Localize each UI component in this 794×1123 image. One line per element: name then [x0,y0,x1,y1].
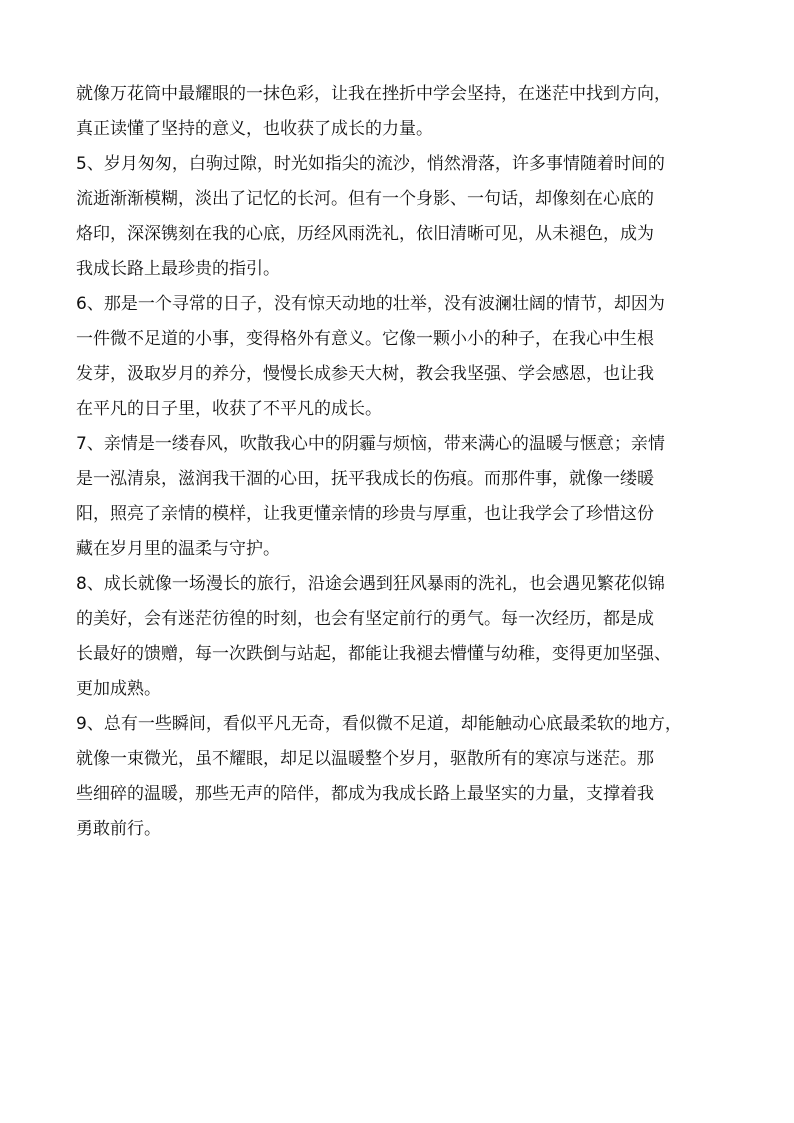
paragraph-5 [76,150,726,283]
text-line: 更加成熟。 [76,679,161,699]
text-line: 藏在岁月里的温柔与守护。 [76,539,280,559]
paragraph-intro [76,80,726,143]
text-line: 些细碎的温暖，那些无声的陪伴，都成为我成长路上最坚实的力量，支撑着我 [76,784,654,804]
text-line: 长最好的馈赠，每一次跌倒与站起，都能让我褪去懵懂与幼稚，变得更加坚强、 [76,644,671,664]
paragraph-7 [76,430,726,563]
document-body [76,80,726,850]
text-line: 5、岁月匆匆，白驹过隙，时光如指尖的流沙，悄然滑落，许多事情随着时间的 [76,154,665,174]
paragraph-8 [76,570,726,703]
text-line: 就像一束微光，虽不耀眼，却足以温暖整个岁月，驱散所有的寒凉与迷茫。那 [76,749,654,769]
text-line: 是一泓清泉，滋润我干涸的心田，抚平我成长的伤痕。而那件事，就像一缕暖 [76,469,654,489]
text-line: 8、成长就像一场漫长的旅行，沿途会遇到狂风暴雨的洗礼，也会遇见繁花似锦 [76,574,665,594]
text-line: 7、亲情是一缕春风，吹散我心中的阴霾与烦恼，带来满心的温暖与惬意；亲情 [76,434,665,454]
text-line: 9、总有一些瞬间，看似平凡无奇，看似微不足道，却能触动心底最柔软的地方， [76,714,682,734]
text-line: 烙印，深深镌刻在我的心底，历经风雨洗礼，依旧清晰可见，从未褪色，成为 [76,224,654,244]
text-line: 我成长路上最珍贵的指引。 [76,259,280,279]
text-line: 阳，照亮了亲情的模样，让我更懂亲情的珍贵与厚重，也让我学会了珍惜这份 [76,504,654,524]
text-line: 就像万花筒中最耀眼的一抹色彩，让我在挫折中学会坚持，在迷茫中找到方向， [76,84,671,104]
text-line: 在平凡的日子里，收获了不平凡的成长。 [76,399,382,419]
text-line: 一件微不足道的小事，变得格外有意义。它像一颗小小的种子，在我心中生根 [76,329,654,349]
text-line: 6、那是一个寻常的日子，没有惊天动地的壮举，没有波澜壮阔的情节，却因为 [76,294,665,314]
paragraph-9 [76,710,726,843]
text-line: 流逝渐渐模糊，淡出了记忆的长河。但有一个身影、一句话，却像刻在心底的 [76,189,654,209]
text-line: 发芽，汲取岁月的养分，慢慢长成参天大树，教会我坚强、学会感恩，也让我 [76,364,654,384]
text-line: 勇敢前行。 [76,819,161,839]
text-line: 的美好，会有迷茫彷徨的时刻，也会有坚定前行的勇气。每一次经历，都是成 [76,609,654,629]
paragraph-6 [76,290,726,423]
text-line: 真正读懂了坚持的意义，也收获了成长的力量。 [76,119,433,139]
